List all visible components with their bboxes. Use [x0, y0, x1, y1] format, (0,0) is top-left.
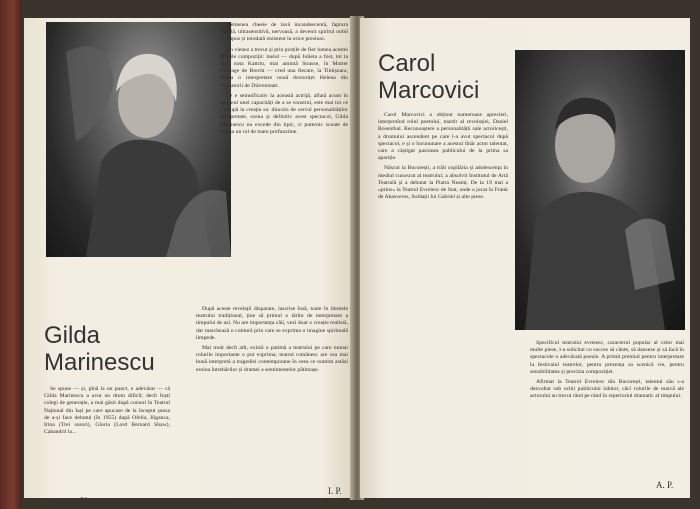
carol-title-first: Carol — [378, 50, 436, 77]
left-column-upper-text — [220, 22, 348, 139]
paragraph: Mai mult decît atît, există o patimă a teatrului pe care numai rolurile importante o pot exprima; teatrul românesc are cea mai bună interpretă a tragediei contemporane în ceea ce numim astăzi eroina întrebărilor și dramei a sentimentelor pătimașe. — [196, 345, 348, 373]
paragraph: Un vienez a trecut și prin porțile de fier lumea acestei dificile compoziții: inelul — după Julieta a fost, tot la Iași, nota Kattrin, mai amintă Strasse, în Mutter Courage de Brecht — cred una fiecare, la Timișoara, dădea o interpretare nouă doctoriței Helena din Vizitatorii de Dürrenmatt. — [220, 46, 348, 89]
paragraph: Născut la București, a trăit copilăria și adolescența în mediul cunoscut al teatrului; a absolvit Institutul de Artă Teatrală și a debutat la Piatra Neamț. De la 19 mai a «prins» la Teatrul Evreiesc de Stat, unde a jucat în Frank de Ahasverus, Soldații lui Gabriel și alte piese. — [378, 165, 508, 201]
gilda-title-first: Gilda — [44, 322, 101, 349]
author-signature: I. P. — [328, 486, 342, 496]
portrait-shapes — [515, 50, 685, 330]
paragraph: Carol Marcovici a obținut numeroase aprecieri, interpretînd rolul poetului, martir al revoluției, Daniel Rosenthal. Recunoaștere a personalității sale actoricești, a drumului ascendent pe care l-a avut spectacol după spectacol, e și o încununare a acestui tînăr actor talentat, care a câștigat pasiunea publicului de la prima sa apariție. — [378, 112, 508, 162]
right-column-main-text — [378, 112, 508, 204]
author-signature: A. P. — [656, 480, 674, 490]
paragraph: asemenea cheeie de lavă incandescentă, faptura fragilă, ultrasensitivă, nervoasă, a devenit spiritul nobil — supus și totodată rezistent la orice presiuni. — [220, 22, 348, 43]
left-column-lower-right-text — [196, 306, 348, 377]
carol-marcovici-portrait — [515, 50, 685, 330]
book-binding — [0, 0, 22, 509]
page-number: 58 — [80, 496, 88, 505]
paragraph: După aceste revelații disparate, lascrise însă, toate în limitele teatrului tradițional, ține să primul o tărîm de interpretare a timpului de azi. Nu are importanța căii, vezi doar o creație realistă, dar marchează o cotitură prin care se exprima o imagine spirituală limpede. — [196, 306, 348, 341]
gilda-marinescu-portrait — [46, 22, 231, 257]
right-column-lower-text — [530, 340, 684, 404]
carol-title-last: Marcovici — [378, 77, 480, 104]
paragraph: Specificul teatrului evreiesc, caracterul popular al celor mai multe piese, l-a solicitat cu succes să cânte, să danseze și să facă în spectacole o adevărată poezie. A primit premiul pentru interpretare la festivalul teatrelor, pentru prezența sa scenică vie, pentru sensibilitatea și precizia compoziției. — [530, 340, 684, 375]
gilda-title-last: Marinescu — [44, 349, 155, 376]
right-page — [360, 18, 690, 498]
paragraph: Se spune — și, pînă la un punct, e adevărat — că Gilda Marinescu a avut un drum dificil; decît foști colegi de generație, a mai găsit după cursuri în Teatrul Național din Iași pe care apucase de la început șansa de a-și face debutul (în 1955) după Ofelia, Iliganca, Irina (Trei surori), Gloria (Lord Bernard Shaw), Cabandrit la... — [44, 386, 170, 436]
left-page — [24, 18, 354, 505]
paragraph: Afirmat la Teatrul Evreiesc din București, talentul său s-a dezvoltat sub ochii publicului iubitor, căci rolurile de marcă ale actorului au trecut rând pe rând în repertoriul dramatic al timpului. — [530, 379, 684, 400]
left-column-bottom-text — [44, 386, 170, 439]
portrait-shapes — [46, 22, 231, 257]
paragraph: Ce e semnificativ la această actriță, aflată acum în apogeul unei capacități de a se construi, este mai tot ce o ocupă la creația sa: dincolo de cercul personalităților interpretate, scena și definitiv acest spectacol, Gilda Marinescu nu excede din tipic, ci puternic scoate de drama un rol de mare profunzime. — [220, 92, 348, 135]
